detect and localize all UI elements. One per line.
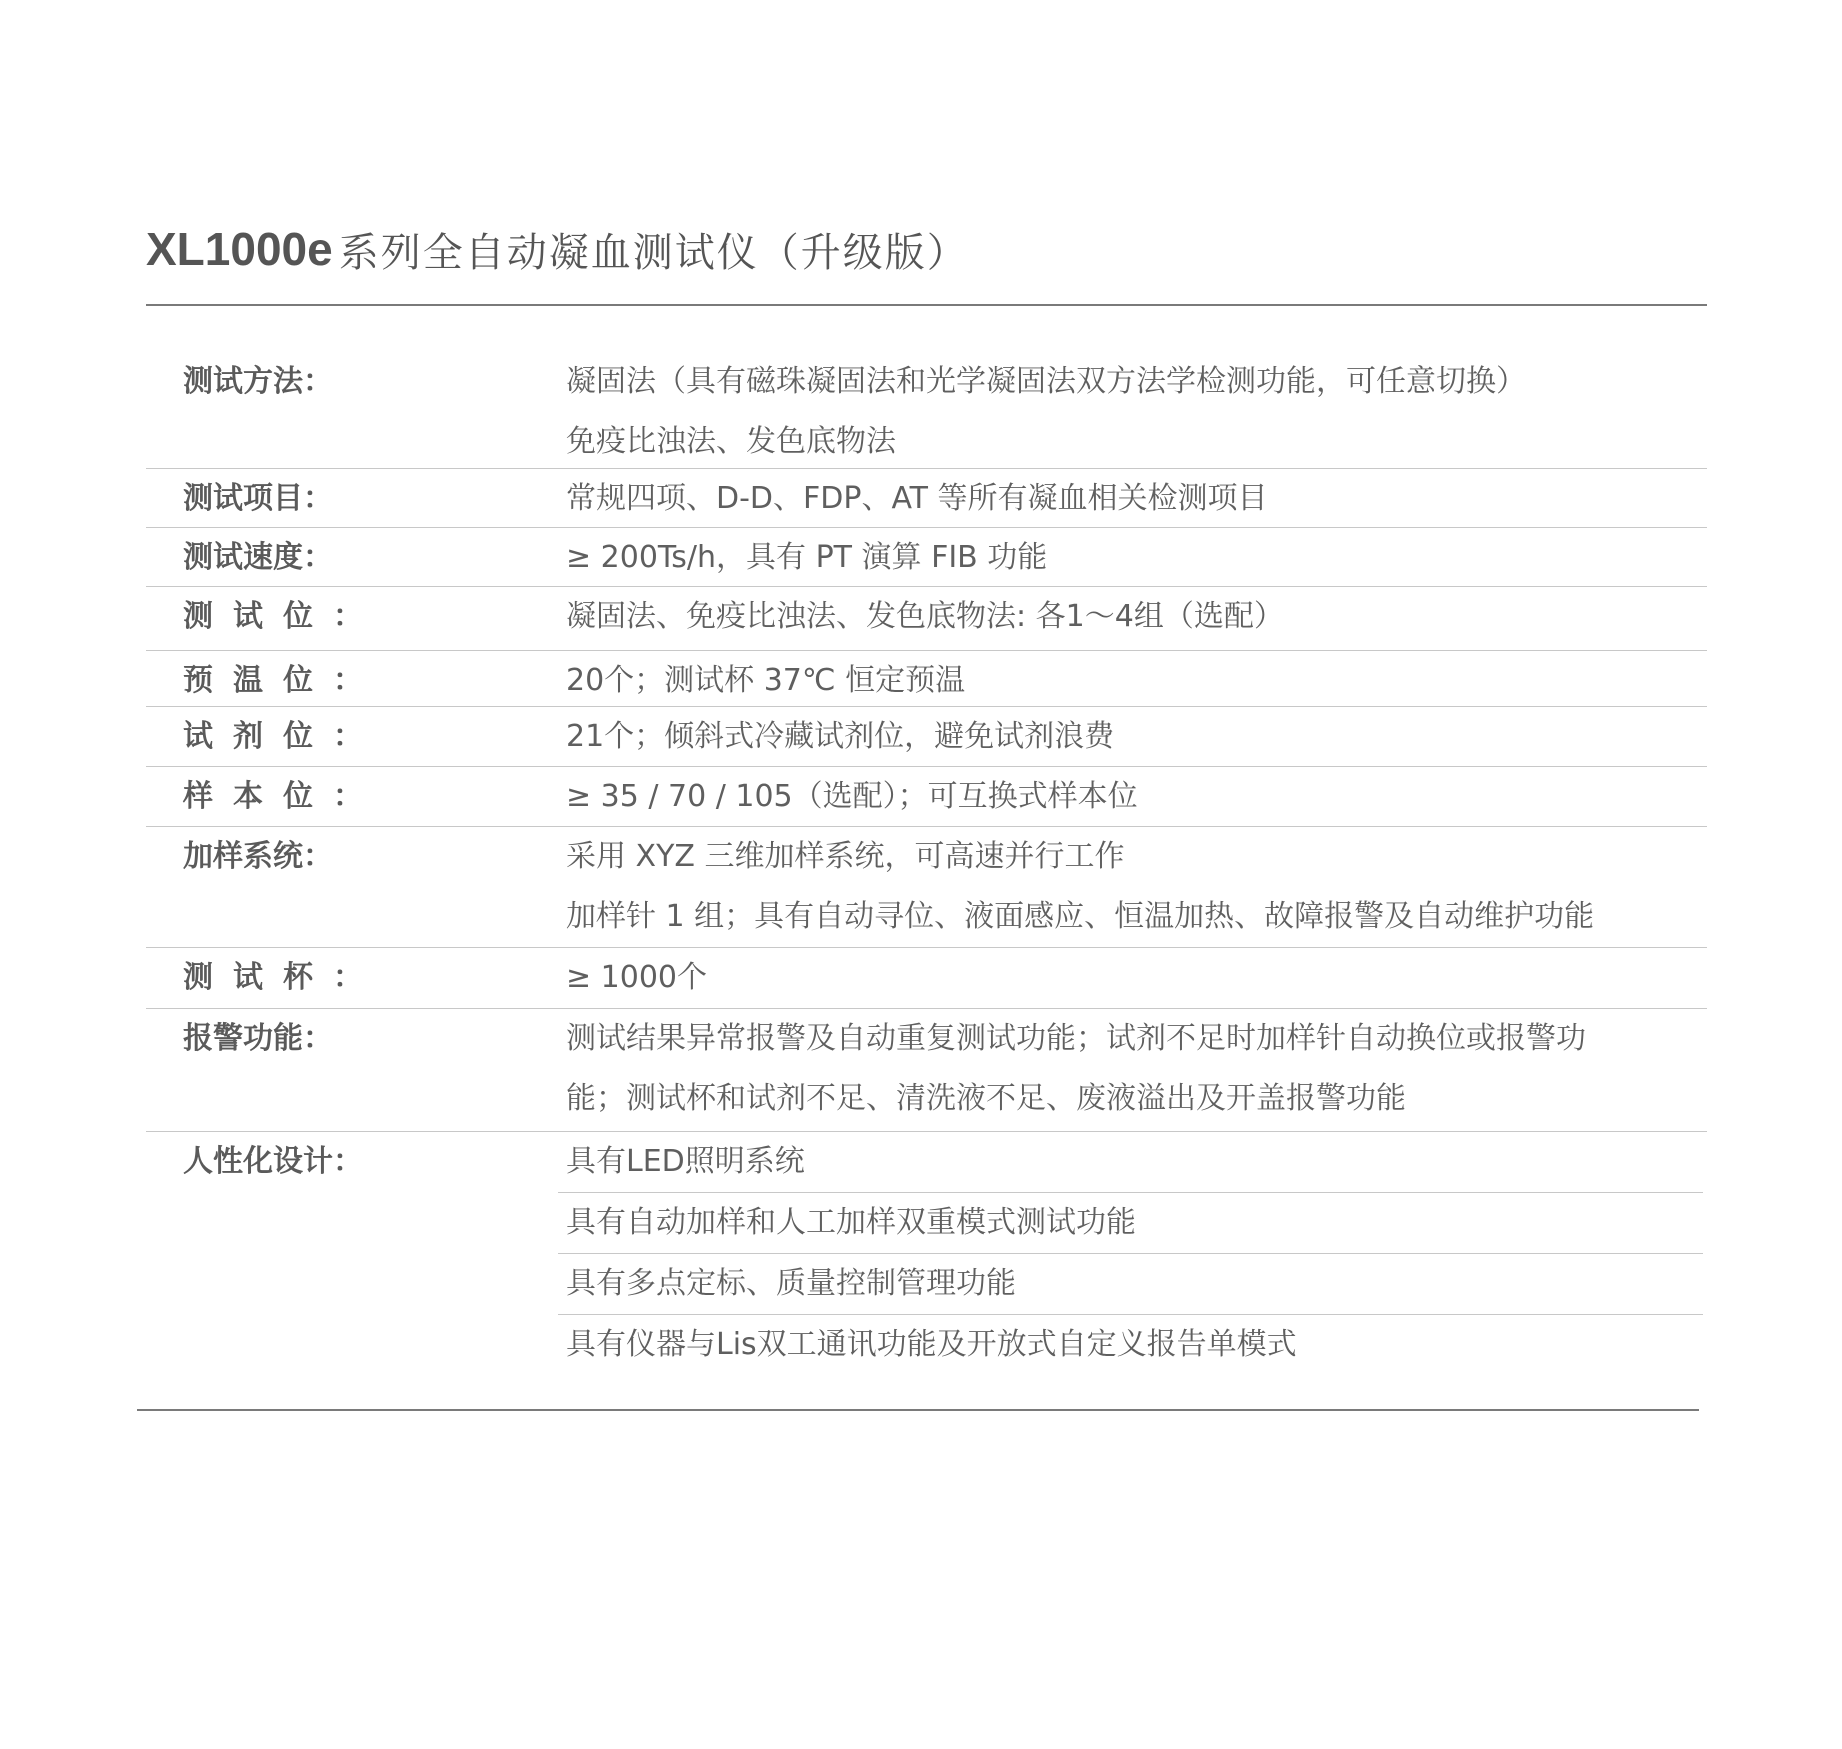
spec-line: 具有自动加样和人工加样双重模式测试功能 [558, 1193, 1703, 1254]
spec-label: 人性化设计： [183, 1144, 363, 1179]
spec-line: 20个；测试杯 37℃ 恒定预温 [566, 663, 966, 698]
spec-label: 测试方法： [183, 364, 333, 399]
spec-row-test-method [146, 352, 1707, 469]
spec-row-preheat-positions [146, 651, 1707, 707]
spec-value [566, 651, 1711, 711]
spec-line: 测试结果异常报警及自动重复测试功能；试剂不足时加样针自动换位或报警功 [566, 1021, 1586, 1056]
title-name: 系列全自动凝血测试仪（升级版） [338, 229, 969, 276]
spec-line: ≥ 1000个 [566, 960, 708, 995]
spec-value [566, 1132, 1711, 1375]
spec-label: 预温位： [183, 663, 383, 698]
spec-row-test-items [146, 469, 1707, 528]
spec-line: 免疫比浊法、发色底物法 [566, 424, 896, 459]
spec-value [566, 827, 1711, 947]
spec-value [566, 767, 1711, 827]
spec-line: 采用 XYZ 三维加样系统，可高速并行工作 [566, 839, 1125, 874]
spec-line: 21个；倾斜式冷藏试剂位，避免试剂浪费 [566, 719, 1115, 754]
spec-label: 样本位： [183, 779, 383, 814]
title-model: XL1000e [146, 223, 333, 275]
spec-value [566, 469, 1711, 529]
spec-label: 测试杯： [183, 960, 383, 995]
page-title [146, 214, 969, 284]
spec-row-sample-positions [146, 767, 1707, 827]
spec-value [566, 587, 1711, 647]
spec-line: 具有LED照明系统 [558, 1132, 1703, 1193]
spec-line: 具有仪器与Lis双工通讯功能及开放式自定义报告单模式 [566, 1327, 1297, 1362]
spec-row-alarm-functions [146, 1009, 1707, 1132]
spec-line: 凝固法（具有磁珠凝固法和光学凝固法双方法学检测功能，可任意切换） [566, 364, 1526, 399]
spec-row-test-speed [146, 528, 1707, 587]
spec-line: 具有多点定标、质量控制管理功能 [558, 1254, 1703, 1315]
spec-value [566, 528, 1711, 588]
spec-value [566, 948, 1711, 1008]
spec-value [566, 707, 1711, 767]
spec-line: 凝固法、免疫比浊法、发色底物法: 各1～4组（选配） [566, 599, 1284, 634]
spec-label: 测试项目： [183, 481, 333, 516]
spec-line: ≥ 35 / 70 / 105（选配）；可互换式样本位 [566, 779, 1138, 814]
spec-line: 能；测试杯和试剂不足、清洗液不足、废液溢出及开盖报警功能 [566, 1081, 1406, 1116]
spec-value [566, 1009, 1711, 1129]
spec-row-test-positions [146, 587, 1707, 651]
spec-value [566, 352, 1711, 472]
spec-label: 加样系统： [183, 839, 333, 874]
spec-row-user-friendly-design [146, 1132, 1707, 1376]
spec-line: 常规四项、D-D、FDP、AT 等所有凝血相关检测项目 [566, 481, 1268, 516]
bottom-divider [137, 1409, 1699, 1411]
spec-row-sampling-system [146, 827, 1707, 948]
spec-row-reagent-positions [146, 707, 1707, 767]
spec-line: 加样针 1 组；具有自动寻位、液面感应、恒温加热、故障报警及自动维护功能 [566, 899, 1595, 934]
spec-label: 测试位： [183, 599, 383, 634]
spec-label: 测试速度： [183, 540, 333, 575]
spec-label: 试剂位： [183, 719, 383, 754]
spec-row-test-cups [146, 948, 1707, 1009]
spec-line: ≥ 200Ts/h，具有 PT 演算 FIB 功能 [566, 540, 1048, 575]
title-divider [146, 304, 1707, 306]
spec-label: 报警功能： [183, 1021, 333, 1056]
